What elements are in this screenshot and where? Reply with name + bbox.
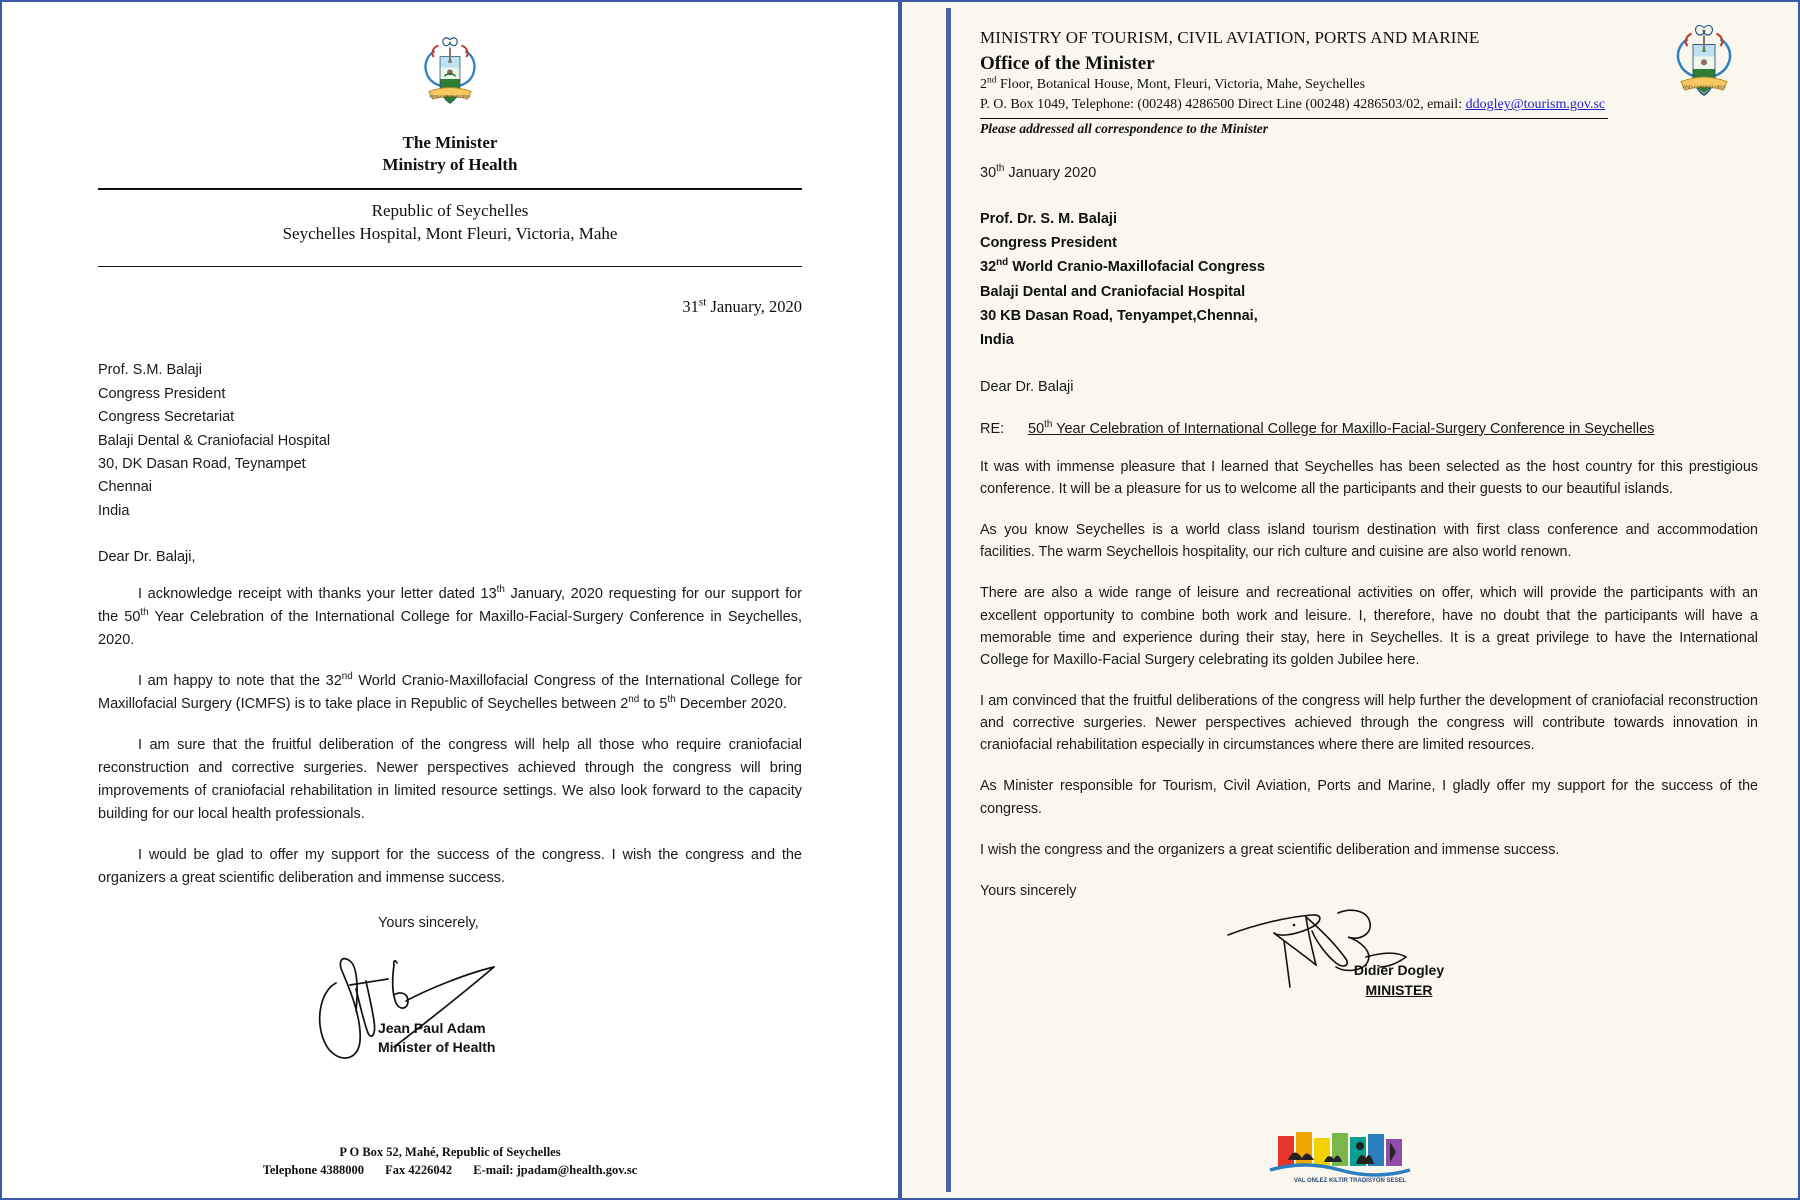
right-re-subject: 50th Year Celebration of International College for Maxillo-Facial-Surgery Conference in Seychelles [1028, 418, 1655, 437]
left-footer [2, 1143, 898, 1181]
recipient-line: Chennai [98, 479, 153, 496]
right-addr-ordinal: nd [987, 75, 997, 86]
left-signer-title: Minister of Health [378, 1039, 496, 1056]
recipient-line: 30, DK Dasan Road, Teynampet [98, 456, 306, 472]
left-p2-c: to 5 [639, 696, 668, 713]
right-header-rule [980, 118, 1608, 119]
left-org-line1: The Minister [402, 133, 498, 152]
left-p2-sup2: nd [628, 694, 640, 706]
handwritten-signature-icon [1220, 901, 1440, 991]
right-re-label: RE: [980, 420, 1005, 437]
left-crest-container [98, 34, 802, 126]
right-ministry-title: MINISTRY OF TOURISM, CIVIL AVIATION, PORTS AND MARINE [980, 28, 1480, 47]
left-footer-address: P O Box 52, Mahé, Republic of Seychelles [339, 1144, 561, 1159]
right-salutation: Dear Dr. Balaji [980, 378, 1074, 395]
left-date-ordinal: st [698, 296, 707, 309]
left-salutation: Dear Dr. Balaji, [98, 549, 196, 566]
right-date-number: 30 [980, 164, 997, 181]
left-p1-sup2: th [140, 607, 149, 619]
left-p2-sup1: nd [341, 671, 353, 683]
right-paragraph-4: I am convinced that the fruitful deliberations of the congress will help further the development of craniofacial reconstruction and corrective surgeries. Newer perspectives achieved through the congress will contribute towards innovation in craniofacial rehabilitation especially in circumstances where there are limited resources. [980, 693, 1758, 754]
right-paragraph-2: As you know Seychelles is a world class island tourism destination with first class conference and accommodation facilities. The warm Seychellois hospitality, our rich culture and cuisine are also world renown. [980, 522, 1758, 561]
right-signer-name: Didier Dogley [1353, 961, 1445, 978]
right-recipient-address [980, 207, 1758, 353]
left-paragraph-4: I would be glad to offer my support for the success of the congress. I wish the congress and the organizers a great scientific deliberation and immense success. [98, 846, 802, 886]
right-office-title: Office of the Minister [980, 53, 1155, 74]
right-contact-text: P. O. Box 1049, Telephone: (00248) 4286500 Direct Line (00248) 4286503/02, email: [980, 97, 1466, 113]
recipient-line: 32nd World Cranio-Maxillofacial Congress [980, 257, 1265, 276]
left-p1-c: Year Celebration of the International College for Maxillo-Facial-Surgery Conference in Seychelles, 2020. [98, 609, 802, 649]
right-paragraph-3: There are also a wide range of leisure and recreational activities on offer, which will provide the participants with an excellent opportunity to combine both work and leisure. I, therefore, have no doubt that the participants will have a memorable time and experience during their stay, here in Seychelles. It is a great privilege to have the International College for Maxillo-Facial Surgery celebrating its golden Jubilee here. [980, 585, 1758, 668]
right-address-line1 [980, 75, 1608, 95]
right-closing: Yours sincerely [980, 882, 1077, 899]
right-please-note: Please addressed all correspondence to the Minister [980, 120, 1268, 136]
right-date-ordinal: th [996, 162, 1005, 174]
recipient-line: Congress President [980, 234, 1117, 251]
right-addr-rest: Floor, Botanical House, Mont, Fleuri, Victoria, Mahe, Seychelles [996, 77, 1366, 92]
left-org-title [98, 132, 802, 176]
recipient-line: Prof. Dr. S. M. Balaji [980, 210, 1117, 227]
left-p2-a: I am happy to note that the 32 [138, 673, 342, 690]
email-link[interactable]: ddogley@tourism.gov.sc [1465, 97, 1606, 113]
right-addr-floor-num: 2 [980, 77, 987, 92]
right-letterhead [980, 28, 1758, 137]
svg-text:VAL ONLEZ KILTIR TRADISYON SES: VAL ONLEZ KILTIR TRADISYON SESEL [1293, 1178, 1407, 1184]
left-paragraph-3: I am sure that the fruitful deliberation of the congress will help all those who require craniofacial reconstruction and corrective surgeries. Newer perspectives achieved through the congress will bring improvements of craniofacial rehabilitation in limited resource settings. We also look forward to the capacity building for our local health professionals. [98, 736, 802, 822]
svg-text:FINIS CORONAT OPUS: FINIS CORONAT OPUS [429, 94, 471, 100]
recipient-line: Balaji Dental & Craniofacial Hospital [98, 432, 331, 449]
recipient-line: Congress Secretariat [98, 409, 235, 426]
right-address-line2 [980, 95, 1608, 115]
left-date-rest: January, 2020 [706, 297, 802, 317]
handwritten-signature-icon [298, 927, 598, 1067]
right-signature-area [980, 899, 1758, 998]
left-letterhead-address [98, 190, 802, 254]
svg-text:FINIS CORONAT OPUS: FINIS CORONAT OPUS [1682, 84, 1726, 90]
left-signer-name: Jean Paul Adam [378, 1020, 486, 1037]
left-p1-a: I acknowledge receipt with thanks your letter dated 13 [138, 586, 497, 603]
left-footer-contacts [2, 1161, 898, 1180]
left-footer-fax: Fax 4226042 [385, 1163, 453, 1178]
recipient-line: India [98, 502, 130, 519]
left-p2-b: World Cranio-Maxillofacial Congress of the International College for Maxillofacial Surgery (ICMFS) is to take place in Republic of Seychelles between 2 [98, 673, 802, 713]
left-p1-b: January, 2020 requesting for our support for the 50 [98, 586, 802, 626]
coat-of-arms-icon [1656, 20, 1752, 120]
recipient-line: Prof. S.M. Balaji [98, 362, 202, 379]
right-paragraph-1: It was with immense pleasure that I learned that Seychelles has been selected as the host country for this prestigious conference. It will be a pleasure for us to welcome all the participants and their guests to our beautiful islands. [980, 458, 1758, 497]
right-date-rest: January 2020 [1004, 164, 1097, 181]
left-recipient-address [98, 359, 802, 523]
right-letter-date [980, 162, 1758, 181]
recipient-line: India [980, 332, 1014, 349]
left-date-number: 31 [682, 297, 699, 317]
left-paragraph-1 [98, 583, 802, 652]
left-p1-sup1: th [496, 584, 505, 596]
left-footer-phone: Telephone 4388000 [262, 1163, 364, 1178]
right-signer-title: MINISTER [1365, 981, 1433, 998]
left-p2-sup3: th [667, 694, 676, 706]
recipient-line: 30 KB Dasan Road, Tenyampet,Chennai, [980, 308, 1258, 325]
recipient-line: Congress President [98, 385, 226, 402]
left-signature-area [98, 933, 802, 1056]
right-subject-row [980, 418, 1758, 437]
right-footer-logo [902, 1130, 1798, 1188]
left-address-line1: Republic of Seychelles [371, 201, 529, 221]
coat-of-arms-icon [401, 34, 499, 126]
right-accent-bar [946, 8, 951, 1192]
left-p2-d: December 2020. [675, 696, 787, 713]
left-closing: Yours sincerely, [378, 915, 479, 932]
right-letter-page [900, 0, 1800, 1200]
right-paragraph-5: As Minister responsible for Tourism, Civil Aviation, Ports and Marine, I gladly offer my support for the success of the congress. [980, 778, 1758, 817]
seychelles-tourism-logo-icon [1260, 1130, 1440, 1188]
left-letter-date [98, 297, 802, 317]
left-footer-email: E-mail: jpadam@health.gov.sc [473, 1163, 638, 1178]
left-header-rule-bottom [98, 266, 802, 267]
right-paragraph-6: I wish the congress and the organizers a great scientific deliberation and immense success. [980, 841, 1560, 858]
left-org-line2: Ministry of Health [382, 155, 518, 175]
left-address-line2: Seychelles Hospital, Mont Fleuri, Victoria, Mahe [282, 224, 618, 244]
recipient-line: Balaji Dental and Craniofacial Hospital [980, 283, 1246, 300]
left-paragraph-2 [98, 670, 802, 716]
